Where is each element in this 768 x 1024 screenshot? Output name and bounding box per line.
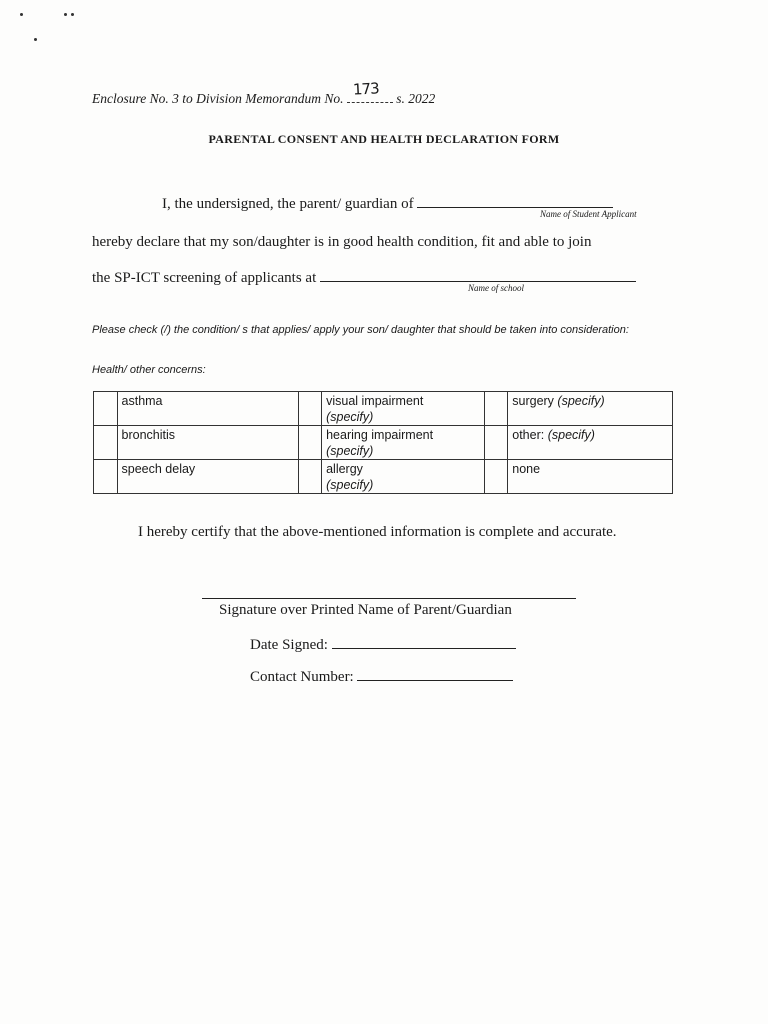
- checkbox-cell[interactable]: [298, 426, 322, 460]
- checkbox-cell[interactable]: [298, 392, 322, 426]
- enclosure-suffix: s. 2022: [396, 91, 436, 106]
- date-signed-field: [250, 634, 516, 654]
- condition-cell: [322, 392, 485, 426]
- condition-cell: [508, 460, 673, 494]
- contact-number-blank[interactable]: [357, 666, 513, 681]
- condition-cell: [322, 426, 485, 460]
- enclosure-prefix: Enclosure No. 3 to Division Memorandum No.: [92, 91, 344, 106]
- declaration-line-1-text: I, the undersigned, the parent/ guardian of: [162, 196, 414, 212]
- condition-cell: [508, 426, 673, 460]
- declaration-line-3: [92, 267, 636, 287]
- checkbox-cell[interactable]: [94, 460, 118, 494]
- condition-cell: [117, 426, 298, 460]
- health-conditions-table: [93, 391, 673, 494]
- condition-label: surgery: [512, 394, 554, 408]
- scan-speck: [71, 13, 74, 16]
- specify-note: (specify): [326, 478, 374, 492]
- condition-label: asthma: [121, 394, 163, 408]
- declaration-line-3-text: the SP-ICT screening of applicants at: [92, 270, 317, 286]
- checkbox-cell[interactable]: [484, 426, 508, 460]
- checkbox-cell[interactable]: [94, 392, 118, 426]
- specify-note: (specify): [326, 444, 374, 458]
- condition-label: speech delay: [121, 462, 196, 476]
- condition-label: none: [512, 462, 541, 476]
- memo-number-handwritten: 173: [352, 79, 379, 99]
- checkbox-cell[interactable]: [298, 460, 322, 494]
- date-signed-label: Date Signed:: [250, 637, 328, 653]
- form-title: PARENTAL CONSENT AND HEALTH DECLARATION FORM: [208, 132, 560, 146]
- condition-label: allergy: [326, 462, 363, 476]
- condition-label: other:: [512, 428, 545, 442]
- condition-cell: [117, 392, 298, 426]
- scan-speck: [34, 38, 37, 41]
- checkbox-cell[interactable]: [484, 460, 508, 494]
- checkbox-cell[interactable]: [484, 392, 508, 426]
- contact-number-label: Contact Number:: [250, 669, 354, 685]
- condition-cell: [508, 392, 673, 426]
- contact-number-field: [250, 666, 513, 686]
- table-row: [94, 392, 673, 426]
- declaration-line-2: hereby declare that my son/daughter is in good health condition, fit and able to join: [92, 234, 592, 250]
- school-name-caption: Name of school: [468, 283, 524, 293]
- table-row: [94, 460, 673, 494]
- condition-label: visual impairment: [326, 394, 424, 408]
- table-row: [94, 426, 673, 460]
- concerns-label: Health/ other concerns:: [92, 364, 206, 376]
- specify-note: (specify): [557, 394, 605, 408]
- condition-cell: [117, 460, 298, 494]
- condition-label: hearing impairment: [326, 428, 434, 442]
- student-name-blank[interactable]: [417, 193, 613, 208]
- checkbox-cell[interactable]: [94, 426, 118, 460]
- check-instruction: Please check (/) the condition/ s that applies/ apply your son/ daughter that should be taken into consideration:: [92, 324, 629, 336]
- student-name-caption: Name of Student Applicant: [540, 209, 637, 219]
- certification-statement: I hereby certify that the above-mentioned information is complete and accurate.: [138, 524, 617, 540]
- school-name-blank[interactable]: [320, 267, 636, 282]
- condition-label: bronchitis: [121, 428, 176, 442]
- signature-caption: Signature over Printed Name of Parent/Guardian: [219, 602, 512, 618]
- date-signed-blank[interactable]: [332, 634, 516, 649]
- specify-note: (specify): [326, 410, 374, 424]
- scan-speck: [64, 13, 67, 16]
- specify-note: (specify): [547, 428, 595, 442]
- enclosure-header: [92, 79, 436, 107]
- memo-number-field: [347, 79, 393, 103]
- scan-speck: [20, 13, 23, 16]
- condition-cell: [322, 460, 485, 494]
- signature-line[interactable]: [202, 598, 576, 599]
